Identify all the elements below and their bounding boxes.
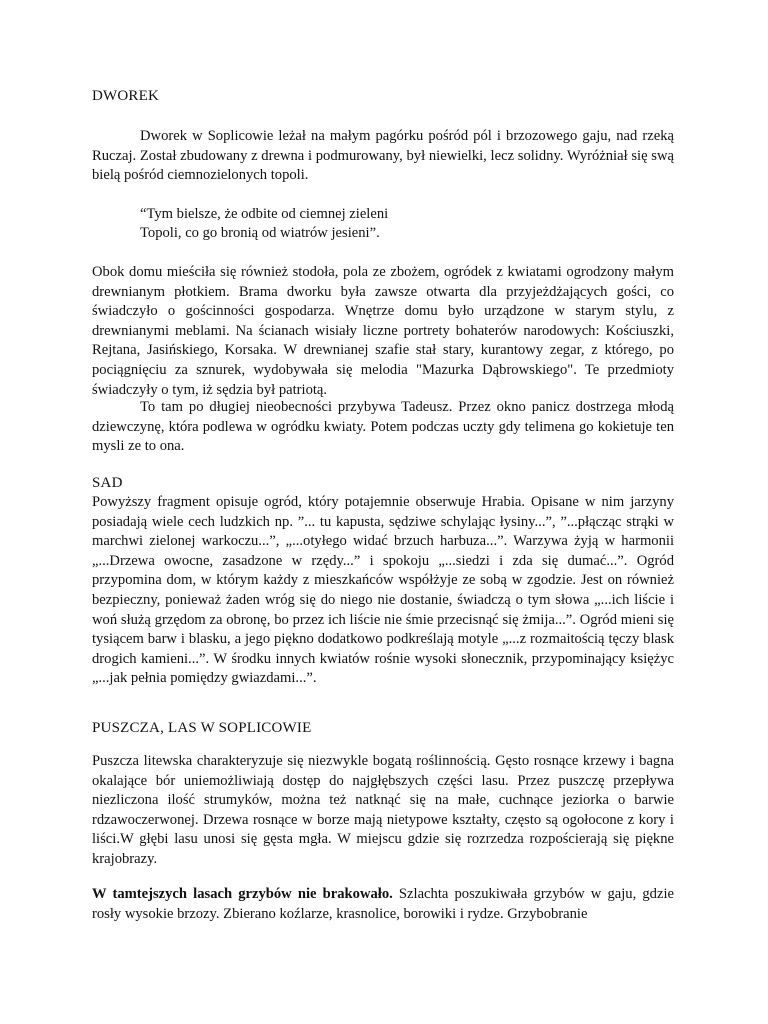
- quote-line-2: Topoli, co go bronią od wiatrów jesieni”.: [140, 225, 380, 241]
- section-heading-dworek: DWOREK: [92, 88, 160, 104]
- paragraph-grzyby-bold-lead: W tamtejszych lasach grzybów nie brakowało.: [92, 886, 393, 902]
- paragraph-dworek-surroundings: Obok domu mieściła się również stodoła, pola ze zbożem, ogródek z kwiatami ogrodzony małym drewnianym płotkiem. Brama dworku była zawsze otwarta dla przyjeżdżających gości, co świadczyło o gościnności gospodarza. Wnętrze domu było urządzone w starym stylu, z drewnianymi meblami. Na ścianach wisiały liczne portrety bohaterów narodowych: Kościuszki, Rejtana, Jasińskiego, Korsaka. W drewnianej szafie stał stary, kurantowy zegar, z którego, po pociągnięciu za sznurek, wydobywała się melodia "Mazurka Dąbrowskiego". Te przedmioty świadczyły o tym, iż sędzia był patriotą.: [92, 264, 674, 398]
- paragraph-dworek-tadeusz: To tam po długiej nieobecności przybywa Tadeusz. Przez okno panicz dostrzega młodą dziewczynę, która podlewa w ogródku kwiaty. Potem podczas uczty gdy telimena go kokietuje ten mysli ze to ona.: [92, 399, 674, 455]
- paragraph-grzyby-rest: Szlachta poszukiwała grzybów w gaju, gdzie rosły wysokie brzozy. Zbierano koźlarze, krasnolice, borowiki i rydze. Grzybobranie: [92, 886, 674, 922]
- paragraph-sad: Powyższy fragment opisuje ogród, który potajemnie obserwuje Hrabia. Opisane w nim jarzyny posiadają wiele cech ludzkich np. ”... tu kapusta, sędziwe schylając łysiny...”, ”...płącząc strąki w marchwi zielonej warkoczu...”, „...otyłego widać brzuch harbuza...”. Warzywa żyją w harmonii „...Drzewa owocne, zasadzone w rzędy...” i spokoju „...siedzi i zda się dumać...”. Ogród przypomina dom, w którym każdy z mieszkańców współżyje ze sobą w zgodzie. Jest on również bezpieczny, ponieważ żaden wróg się do niego nie dostanie, świadczą o tym słowa „...ich liście i woń służą grzędom za obronę, bo przez ich liście nie śmie przecisnąć się żmija...”. Ogród mieni się tysiącem barw i blasku, a jego piękno dodatkowo podkreślają motyle „...z rozmaitością tęczy blask drogich kamieni...”. W środku innych kwiatów rośnie wysoki słonecznik, przypominający księżyc „...jak pełnia pomiędzy gwiazdami...”.: [92, 494, 674, 687]
- paragraph-grzyby: [92, 885, 674, 924]
- quote-line-1: “Tym bielsze, że odbite od ciemnej zieleni: [140, 206, 389, 222]
- paragraph-dworek-intro: Dworek w Soplicowie leżał na małym pagórku pośród pól i brzozowego gaju, nad rzeką Ruczaj. Został zbudowany z drewna i podmurowany, był niewielki, lecz solidny. Wyróżniał się swą bielą pośród ciemnozielonych topoli.: [92, 128, 674, 184]
- paragraph-puszcza: Puszcza litewska charakteryzuje się niezwykle bogatą roślinnością. Gęsto rosnące krzewy i bagna okalające bór uniemożliwiają dostęp do najgłębszych części lasu. Przez puszczę przepływa niezliczona ilość strumyków, można też natknąć się na małe, cuchnące jeziorka o barwie rdzawoczerwonej. Drzewa rosnące w borze mają nietypowe kształty, często są ogołocone z kory i liści.W głębi lasu unosi się gęsta mgła. W miejscu gdzie się rozrzedza rozpościerają się piękne krajobrazy.: [92, 753, 674, 867]
- section-heading-sad: SAD: [92, 475, 123, 491]
- section-heading-puszcza: PUSZCZA, LAS W SOPLICOWIE: [92, 720, 312, 736]
